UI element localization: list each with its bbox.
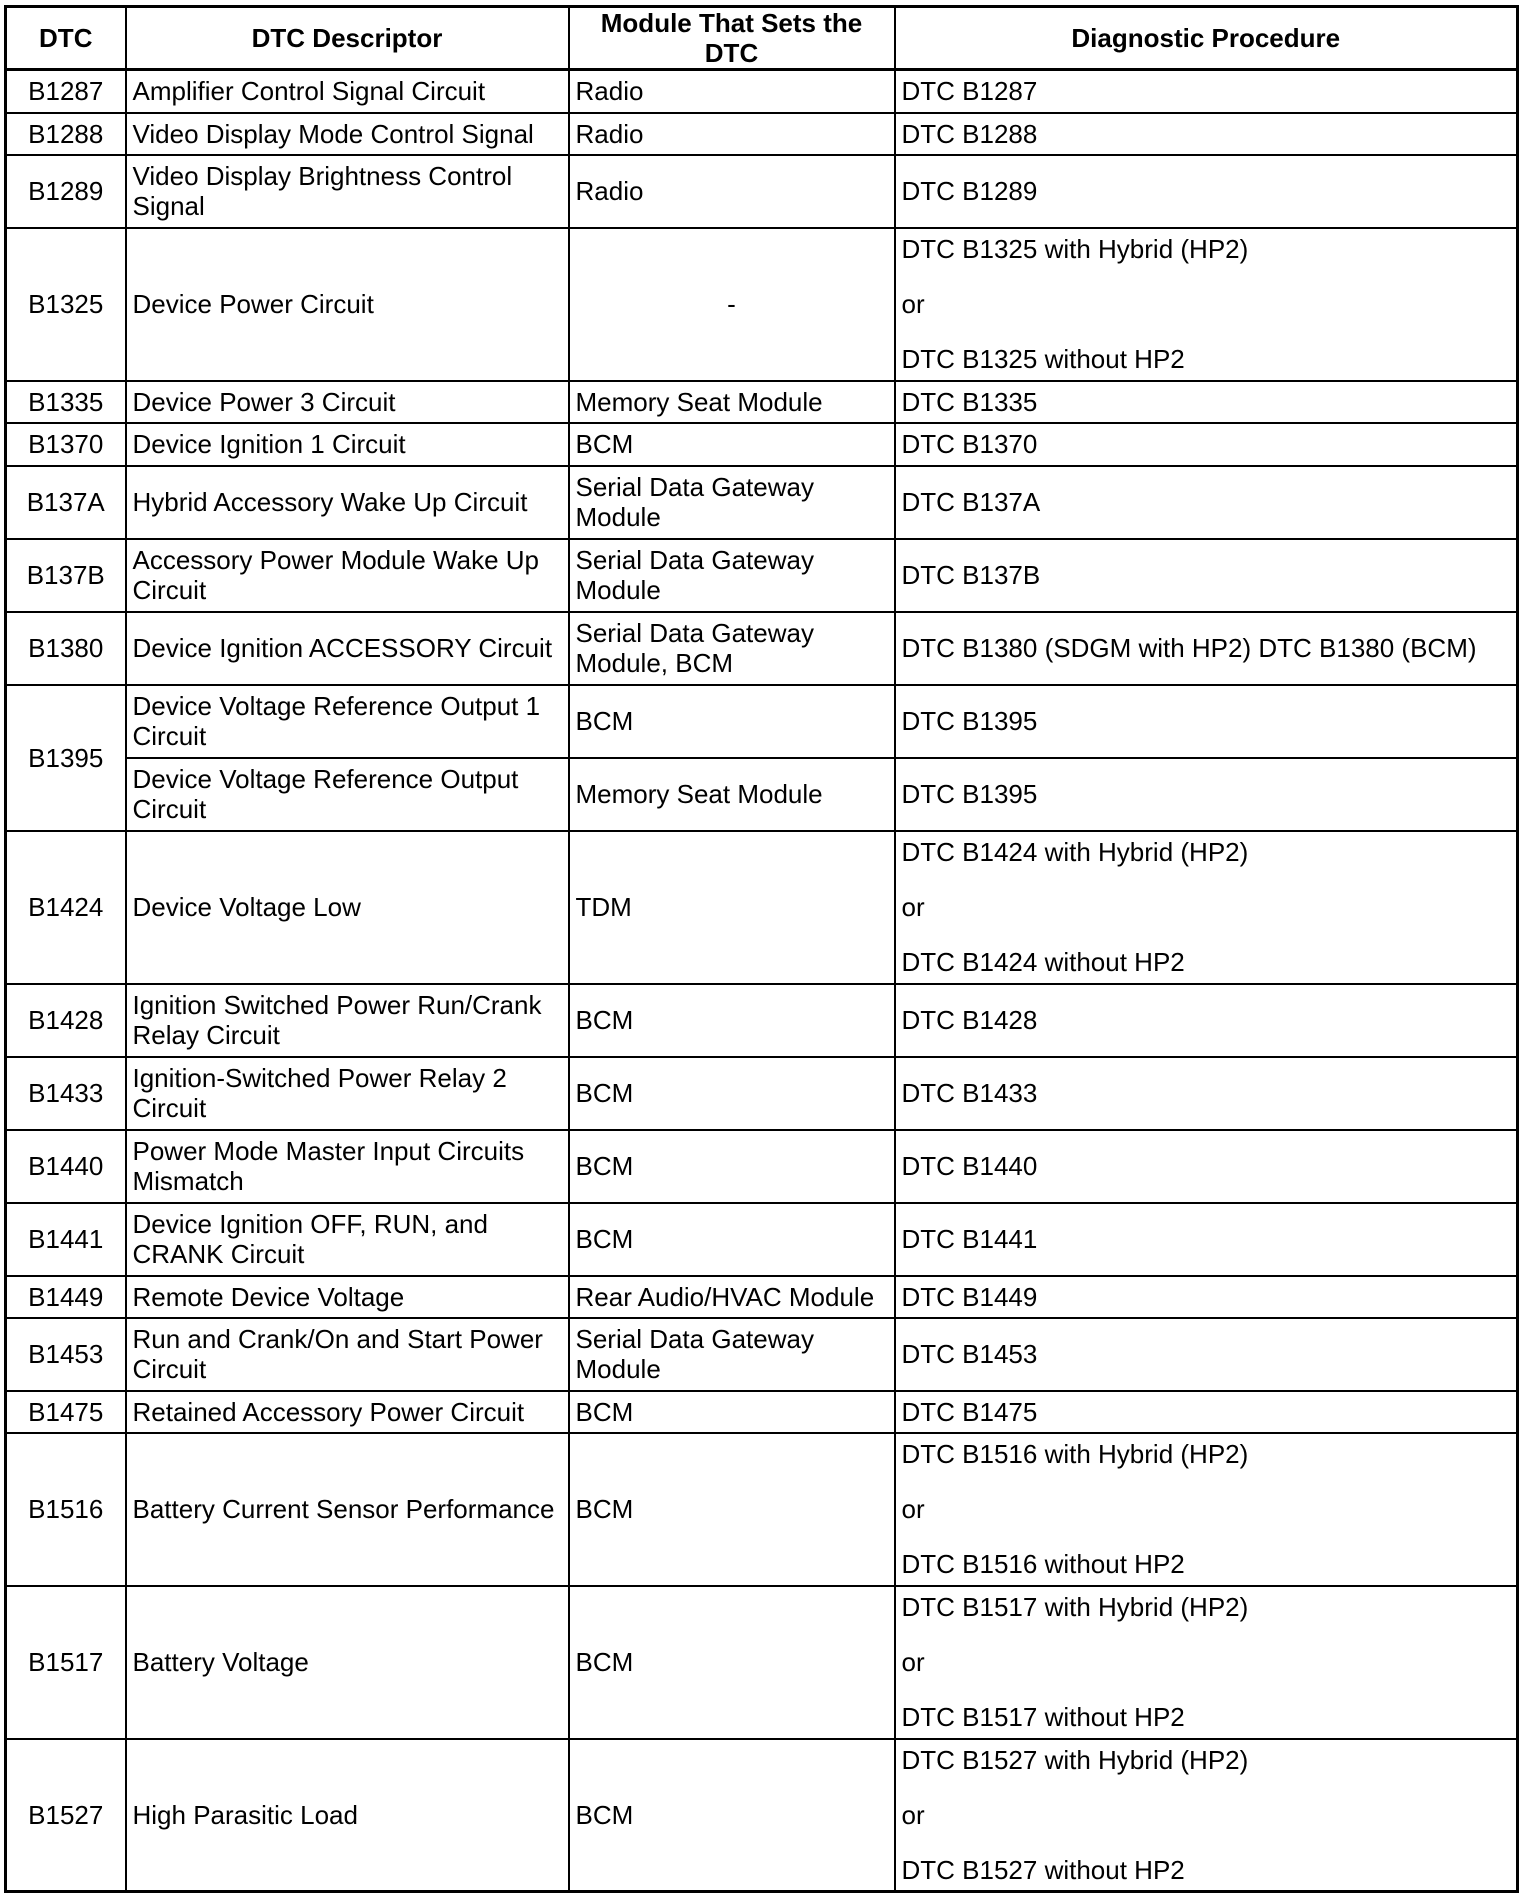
dtc-procedure <box>895 228 1518 381</box>
dtc-descriptor: Battery Current Sensor Performance <box>126 1433 569 1586</box>
dtc-procedure <box>895 831 1518 984</box>
dtc-code: B1287 <box>6 70 126 113</box>
table-row <box>6 381 1518 423</box>
dtc-procedure: DTC B1335 <box>895 381 1518 423</box>
procedure-line: DTC B1516 without HP2 <box>901 1549 1185 1579</box>
dtc-procedure: DTC B1428 <box>895 984 1518 1057</box>
dtc-procedure: DTC B1449 <box>895 1276 1518 1318</box>
dtc-descriptor: High Parasitic Load <box>126 1739 569 1892</box>
dtc-descriptor: Accessory Power Module Wake Up Circuit <box>126 539 569 612</box>
dtc-module: BCM <box>569 1739 895 1892</box>
procedure-line: DTC B1527 with Hybrid (HP2) <box>901 1744 1249 1775</box>
dtc-table <box>4 5 1519 1893</box>
dtc-descriptor: Video Display Mode Control Signal <box>126 113 569 155</box>
dtc-descriptor: Device Power Circuit <box>126 228 569 381</box>
dtc-procedure: DTC B1370 <box>895 423 1518 466</box>
dtc-descriptor: Hybrid Accessory Wake Up Circuit <box>126 466 569 539</box>
dtc-module: Radio <box>569 113 895 155</box>
dtc-descriptor: Device Ignition 1 Circuit <box>126 423 569 466</box>
dtc-module: BCM <box>569 1391 895 1433</box>
dtc-module: BCM <box>569 1057 895 1130</box>
dtc-procedure: DTC B1287 <box>895 70 1518 113</box>
table-row <box>6 70 1518 113</box>
dtc-procedure: DTC B1395 <box>895 685 1518 758</box>
dtc-code: B1440 <box>6 1130 126 1203</box>
procedure-line: or <box>901 1494 925 1524</box>
dtc-procedure <box>895 1739 1518 1892</box>
header-procedure: Diagnostic Procedure <box>895 7 1518 70</box>
dtc-module: Memory Seat Module <box>569 758 895 831</box>
procedure-line: DTC B1424 with Hybrid (HP2) <box>901 837 1249 867</box>
table-row <box>6 612 1518 685</box>
table-row <box>6 228 1518 381</box>
dtc-module: Serial Data Gateway Module, BCM <box>569 612 895 685</box>
table-row <box>6 155 1518 228</box>
dtc-module: Memory Seat Module <box>569 381 895 423</box>
dtc-procedure: DTC B137B <box>895 539 1518 612</box>
dtc-descriptor: Device Voltage Reference Output Circuit <box>126 758 569 831</box>
dtc-procedure: DTC B1453 <box>895 1318 1518 1391</box>
table-row <box>6 1391 1518 1433</box>
dtc-code: B1475 <box>6 1391 126 1433</box>
procedure-line: DTC B1424 without HP2 <box>901 947 1185 977</box>
table-row <box>6 466 1518 539</box>
procedure-line: DTC B1517 with Hybrid (HP2) <box>901 1592 1249 1622</box>
dtc-descriptor: Device Ignition ACCESSORY Circuit <box>126 612 569 685</box>
dtc-procedure: DTC B1289 <box>895 155 1518 228</box>
dtc-code: B1428 <box>6 984 126 1057</box>
dtc-code: B1335 <box>6 381 126 423</box>
procedure-line: or <box>901 1647 925 1677</box>
procedure-line: or <box>901 1799 925 1830</box>
dtc-code: B1325 <box>6 228 126 381</box>
dtc-procedure <box>895 1433 1518 1586</box>
procedure-line: or <box>901 892 925 922</box>
dtc-descriptor: Device Voltage Low <box>126 831 569 984</box>
dtc-module: BCM <box>569 1433 895 1586</box>
dtc-module: Serial Data Gateway Module <box>569 539 895 612</box>
table-row <box>6 1433 1518 1586</box>
dtc-module: BCM <box>569 1130 895 1203</box>
procedure-line: DTC B1325 with Hybrid (HP2) <box>901 234 1249 264</box>
dtc-procedure: DTC B1440 <box>895 1130 1518 1203</box>
table-row <box>6 1276 1518 1318</box>
dtc-module: BCM <box>569 685 895 758</box>
dtc-module: - <box>569 228 895 381</box>
dtc-descriptor: Device Voltage Reference Output 1 Circuit <box>126 685 569 758</box>
table-row <box>6 539 1518 612</box>
dtc-procedure: DTC B1380 (SDGM with HP2) DTC B1380 (BCM) <box>895 612 1518 685</box>
table-row <box>6 1586 1518 1739</box>
dtc-descriptor: Device Ignition OFF, RUN, and CRANK Circuit <box>126 1203 569 1276</box>
dtc-code: B1395 <box>6 685 126 831</box>
dtc-procedure <box>895 1586 1518 1739</box>
procedure-line: DTC B1516 with Hybrid (HP2) <box>901 1439 1249 1469</box>
dtc-module: Serial Data Gateway Module <box>569 1318 895 1391</box>
table-row <box>6 831 1518 984</box>
table-row <box>6 1130 1518 1203</box>
table-row <box>6 1739 1518 1892</box>
header-dtc: DTC <box>6 7 126 70</box>
procedure-line: DTC B1527 without HP2 <box>901 1854 1185 1885</box>
dtc-code: B1288 <box>6 113 126 155</box>
dtc-module: BCM <box>569 423 895 466</box>
header-descriptor: DTC Descriptor <box>126 7 569 70</box>
dtc-code: B1441 <box>6 1203 126 1276</box>
dtc-code: B1289 <box>6 155 126 228</box>
table-row <box>6 685 1518 758</box>
dtc-descriptor: Retained Accessory Power Circuit <box>126 1391 569 1433</box>
dtc-module: Radio <box>569 155 895 228</box>
dtc-code: B1453 <box>6 1318 126 1391</box>
table-row <box>6 113 1518 155</box>
dtc-descriptor: Ignition-Switched Power Relay 2 Circuit <box>126 1057 569 1130</box>
dtc-descriptor: Remote Device Voltage <box>126 1276 569 1318</box>
dtc-descriptor: Amplifier Control Signal Circuit <box>126 70 569 113</box>
dtc-module: Radio <box>569 70 895 113</box>
dtc-code: B137B <box>6 539 126 612</box>
dtc-module: BCM <box>569 1586 895 1739</box>
dtc-code: B1517 <box>6 1586 126 1739</box>
dtc-code: B1433 <box>6 1057 126 1130</box>
header-row <box>6 7 1518 70</box>
dtc-procedure: DTC B1441 <box>895 1203 1518 1276</box>
table-row <box>6 1057 1518 1130</box>
dtc-code: B1449 <box>6 1276 126 1318</box>
dtc-procedure: DTC B1288 <box>895 113 1518 155</box>
dtc-procedure: DTC B1475 <box>895 1391 1518 1433</box>
procedure-line: DTC B1517 without HP2 <box>901 1702 1185 1732</box>
dtc-procedure: DTC B137A <box>895 466 1518 539</box>
dtc-module: TDM <box>569 831 895 984</box>
table-row <box>6 1318 1518 1391</box>
dtc-code: B137A <box>6 466 126 539</box>
table-row <box>6 1203 1518 1276</box>
dtc-code: B1424 <box>6 831 126 984</box>
table-row <box>6 423 1518 466</box>
table-row <box>6 984 1518 1057</box>
dtc-descriptor: Run and Crank/On and Start Power Circuit <box>126 1318 569 1391</box>
dtc-procedure: DTC B1433 <box>895 1057 1518 1130</box>
dtc-module: Serial Data Gateway Module <box>569 466 895 539</box>
dtc-descriptor: Power Mode Master Input Circuits Mismatch <box>126 1130 569 1203</box>
dtc-descriptor: Device Power 3 Circuit <box>126 381 569 423</box>
procedure-line: or <box>901 289 925 319</box>
table-row <box>6 758 1518 831</box>
dtc-descriptor: Video Display Brightness Control Signal <box>126 155 569 228</box>
dtc-module: BCM <box>569 984 895 1057</box>
procedure-line: DTC B1325 without HP2 <box>901 344 1185 374</box>
dtc-code: B1527 <box>6 1739 126 1892</box>
dtc-module: Rear Audio/HVAC Module <box>569 1276 895 1318</box>
dtc-code: B1380 <box>6 612 126 685</box>
dtc-module: BCM <box>569 1203 895 1276</box>
dtc-descriptor: Ignition Switched Power Run/Crank Relay Circuit <box>126 984 569 1057</box>
dtc-procedure: DTC B1395 <box>895 758 1518 831</box>
dtc-code: B1516 <box>6 1433 126 1586</box>
header-module: Module That Sets the DTC <box>569 7 895 70</box>
dtc-code: B1370 <box>6 423 126 466</box>
dtc-descriptor: Battery Voltage <box>126 1586 569 1739</box>
